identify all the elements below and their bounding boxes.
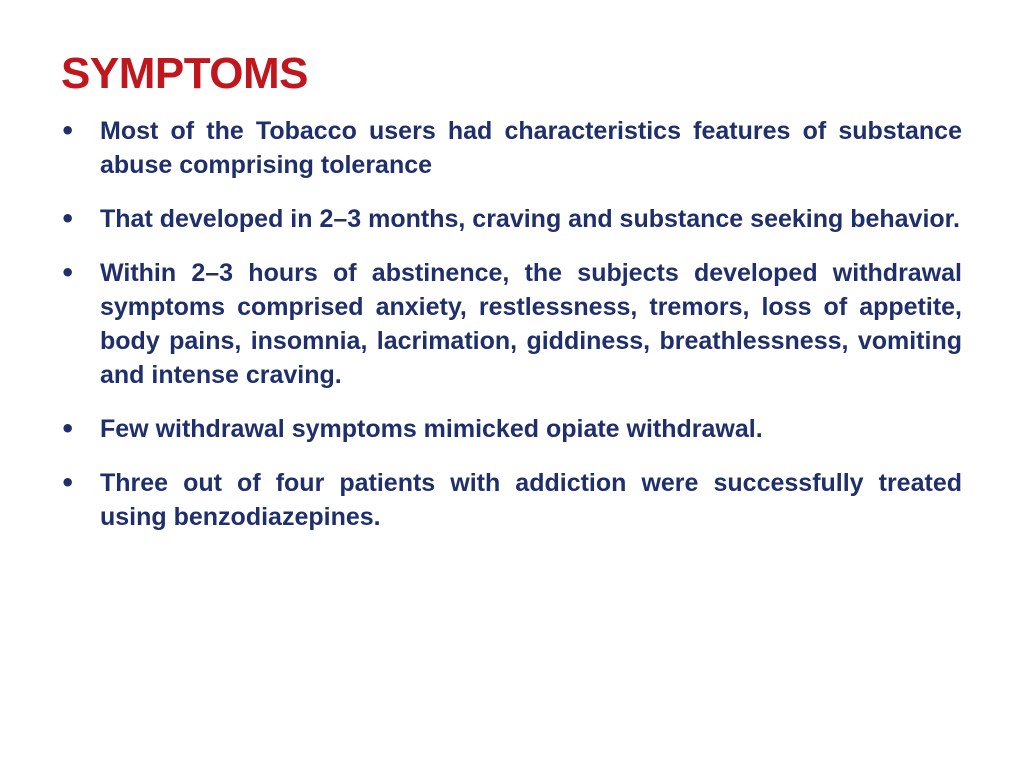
bullet-icon: • xyxy=(60,205,76,233)
bullet-icon: • xyxy=(60,117,76,145)
bullet-item-5 xyxy=(60,466,962,534)
bullet-item-2 xyxy=(60,202,962,236)
bullet-text: Three out of four patients with addiction were successfully treated using benzodiazepines. xyxy=(100,469,962,531)
bullet-item-3 xyxy=(60,256,962,392)
bullet-list xyxy=(60,114,962,554)
bullet-text: Few withdrawal symptoms mimicked opiate withdrawal. xyxy=(100,415,763,443)
bullet-icon: • xyxy=(60,259,76,287)
slide-title: SYMPTOMS xyxy=(61,49,309,98)
bullet-text: That developed in 2–3 months, craving and substance seeking behavior. xyxy=(100,205,960,233)
bullet-text: Most of the Tobacco users had characteristics features of substance abuse comprising tolerance xyxy=(100,117,962,179)
bullet-item-4 xyxy=(60,412,962,446)
bullet-icon: • xyxy=(60,415,76,443)
bullet-text: Within 2–3 hours of abstinence, the subjects developed withdrawal symptoms comprised anxiety, restlessness, tremors, loss of appetite, body pains, insomnia, lacrimation, giddiness, breathlessness, vomiting and intense craving. xyxy=(100,259,962,389)
bullet-item-1 xyxy=(60,114,962,182)
bullet-icon: • xyxy=(60,469,76,497)
